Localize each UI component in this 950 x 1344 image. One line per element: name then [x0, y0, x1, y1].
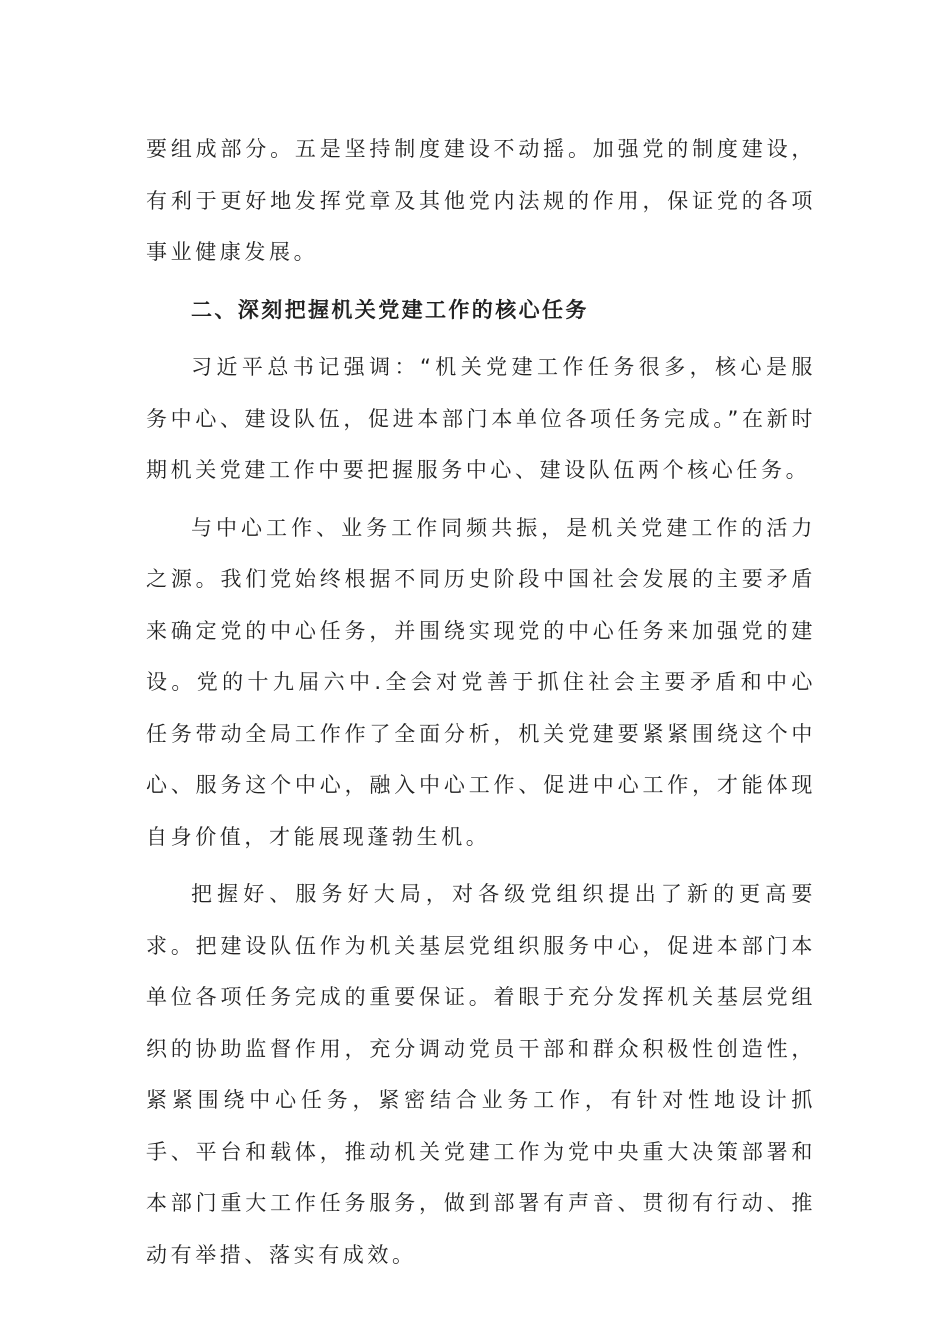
section-heading: 二、深刻把握机关党建工作的核心任务	[191, 297, 589, 322]
paragraph-team-building: 把握好、服务好大局，对各级党组织提出了新的更高要求。把建设队伍作为机关基层党组织服务中心，促进本部门本单位各项任务完成的重要保证。着眼于充分发挥机关基层党组织的协助监督作用，充分调动党员干部和群众积极性创造性，紧紧围绕中心任务，紧密结合业务工作，有针对性地设计抓手、平台和载体，推动机关党建工作为党中央重大决策部署和本部门重大工作任务服务，做到部署有声音、贯彻有行动、推动有举措、落实有成效。	[146, 882, 816, 1267]
paragraph-continuation: 要组成部分。五是坚持制度建设不动摇。加强党的制度建设，有利于更好地发挥党章及其他党内法规的作用，保证党的各项事业健康发展。	[146, 137, 816, 264]
paragraph-center-work: 与中心工作、业务工作同频共振，是机关党建工作的活力之源。我们党始终根据不同历史阶段中国社会发展的主要矛盾来确定党的中心任务，并围绕实现党的中心任务来加强党的建设。党的十九届六中.全会对党善于抓住社会主要矛盾和中心任务带动全局工作作了全面分析，机关党建要紧紧围绕这个中心、服务这个中心，融入中心工作、促进中心工作，才能体现自身价值，才能展现蓬勃生机。	[146, 515, 816, 849]
paragraph-quote: 习近平总书记强调：“机关党建工作任务很多，核心是服务中心、建设队伍，促进本部门本单位各项任务完成。”在新时期机关党建工作中要把握服务中心、建设队伍两个核心任务。	[146, 355, 816, 482]
document-body	[146, 124, 816, 1281]
